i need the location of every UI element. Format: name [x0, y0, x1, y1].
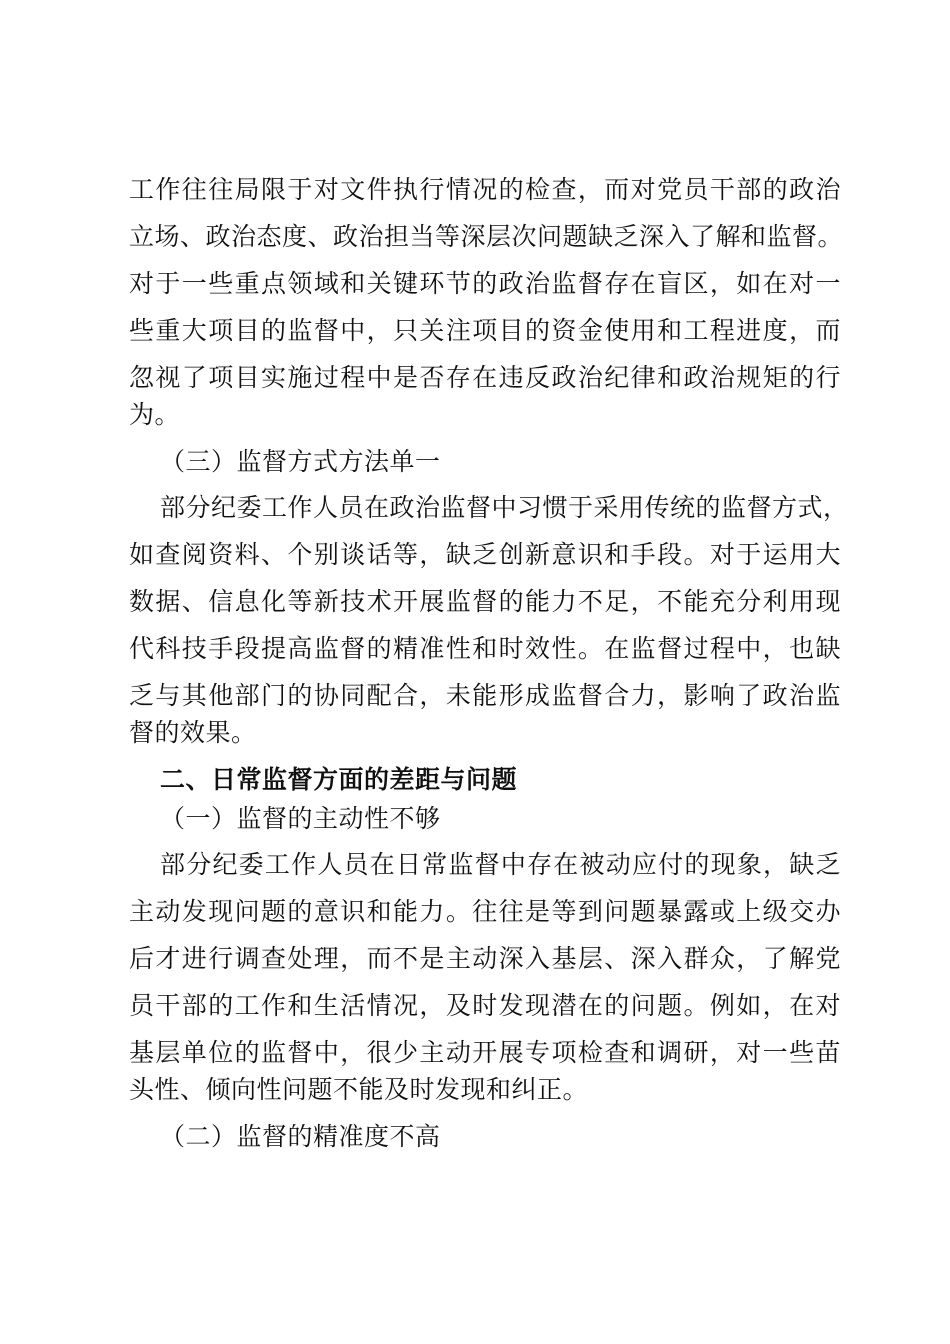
- paragraph-line: 为。: [129, 400, 181, 429]
- section-subheading: （三）监督方式方法单一: [160, 447, 441, 476]
- paragraph-line: 部分纪委工作人员在日常监督中存在被动应付的现象，缺乏: [160, 850, 841, 879]
- paragraph-line: 主动发现问题的意识和能力。往往是等到问题暴露或上级交办: [129, 897, 841, 926]
- paragraph-line: 乏与其他部门的协同配合，未能形成监督合力，影响了政治监: [129, 681, 841, 710]
- section-subheading: （二）监督的精准度不高: [160, 1122, 441, 1151]
- paragraph-line: 代科技手段提高监督的精准性和时效性。在监督过程中，也缺: [129, 634, 841, 663]
- paragraph-line: 立场、政治态度、政治担当等深层次问题缺乏深入了解和监督。: [129, 222, 844, 251]
- section-heading: 二、日常监督方面的差距与问题: [160, 765, 518, 794]
- paragraph-line: 忽视了项目实施过程中是否存在违反政治纪律和政治规矩的行: [129, 363, 841, 392]
- paragraph-line: 些重大项目的监督中，只关注项目的资金使用和工程进度，而: [129, 316, 841, 345]
- paragraph-line: 数据、信息化等新技术开展监督的能力不足，不能充分利用现: [129, 587, 841, 616]
- paragraph-line: 如查阅资料、个别谈话等，缺乏创新意识和手段。对于运用大: [129, 540, 841, 569]
- paragraph-line: 对于一些重点领域和关键环节的政治监督存在盲区，如在对一: [129, 269, 841, 298]
- paragraph-line: 工作往往局限于对文件执行情况的检查，而对党员干部的政治: [129, 175, 841, 204]
- section-subheading: （一）监督的主动性不够: [160, 804, 441, 833]
- paragraph-line: 基层单位的监督中，很少主动开展专项检查和调研，对一些苗: [129, 1038, 841, 1067]
- paragraph-line: 部分纪委工作人员在政治监督中习惯于采用传统的监督方式，: [160, 493, 849, 522]
- paragraph-line: 督的效果。: [129, 718, 257, 747]
- paragraph-line: 员干部的工作和生活情况，及时发现潜在的问题。例如，在对: [129, 991, 841, 1020]
- paragraph-line: 后才进行调查处理，而不是主动深入基层、深入群众，了解党: [129, 944, 841, 973]
- paragraph-line: 头性、倾向性问题不能及时发现和纠正。: [129, 1075, 589, 1104]
